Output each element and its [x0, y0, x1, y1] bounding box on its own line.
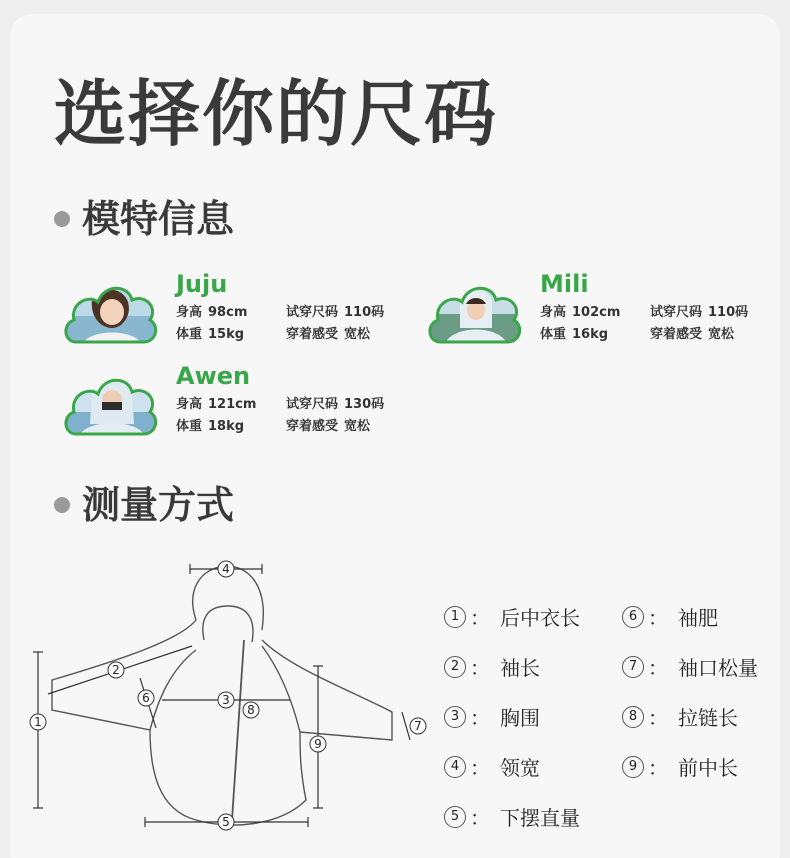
height-value: 102cm [572, 305, 621, 320]
model-card-awen [62, 362, 385, 438]
feel-label: 穿着感受 [286, 419, 339, 434]
legend-item-6: 6 ： 袖肥 [622, 602, 718, 631]
weight-label: 体重 [176, 419, 203, 434]
legend-item-3: 3 ： 胸围 [444, 702, 540, 731]
weight-label: 体重 [176, 327, 203, 342]
mark-6 [138, 690, 154, 706]
svg-text:4: 4 [222, 562, 230, 576]
svg-text:3: 3 [222, 693, 230, 707]
svg-text:9: 9 [314, 737, 322, 751]
section-title: 模特信息 [82, 197, 235, 241]
feel-label: 穿着感受 [650, 327, 703, 342]
size-value: 110码 [708, 305, 749, 320]
mark-2 [108, 662, 124, 678]
height-value: 121cm [208, 397, 257, 412]
size-label: 试穿尺码 [650, 305, 703, 320]
model-photo-mili [426, 276, 524, 346]
svg-text:1: 1 [34, 715, 42, 729]
mark-9 [310, 736, 326, 752]
weight-value: 18kg [208, 419, 245, 434]
legend-item-5: 5 ： 下摆直量 [444, 802, 580, 831]
height-label: 身高 [540, 305, 567, 320]
bullet-dot [54, 211, 70, 227]
weight-label: 体重 [540, 327, 567, 342]
height-label: 身高 [176, 397, 203, 412]
mark-7 [410, 718, 426, 734]
size-value: 130码 [344, 397, 385, 412]
section-measure [54, 483, 235, 527]
svg-text:7: 7 [414, 719, 422, 733]
svg-text:8: 8 [247, 703, 255, 717]
size-label: 试穿尺码 [286, 397, 339, 412]
mark-1 [30, 714, 46, 730]
model-card-mili [426, 270, 749, 346]
size-value: 110码 [344, 305, 385, 320]
height-value: 98cm [208, 305, 248, 320]
mark-4 [218, 561, 234, 577]
mark-5 [218, 814, 234, 830]
page-title: 选择你的尺码 [54, 72, 499, 156]
feel-value: 宽松 [708, 327, 735, 342]
svg-text:6: 6 [142, 691, 150, 705]
legend-item-9: 9 ： 前中长 [622, 752, 738, 781]
mark-3 [218, 692, 234, 708]
bullet-dot [54, 497, 70, 513]
feel-value: 宽松 [344, 419, 371, 434]
svg-text:5: 5 [222, 815, 230, 829]
size-label: 试穿尺码 [286, 305, 339, 320]
model-photo-juju [62, 276, 160, 346]
legend-item-7: 7 ： 袖口松量 [622, 652, 758, 681]
model-name: Juju [176, 270, 228, 298]
model-name: Mili [540, 270, 589, 298]
feel-value: 宽松 [344, 327, 371, 342]
legend-item-4: 4 ： 领宽 [444, 752, 540, 781]
feel-label: 穿着感受 [286, 327, 339, 342]
section-model-info [54, 197, 235, 241]
model-name: Awen [176, 362, 251, 390]
model-card-juju [62, 270, 385, 346]
legend-item-8: 8 ： 拉链长 [622, 702, 738, 731]
legend-item-1: 1 ： 后中衣长 [444, 602, 580, 631]
height-label: 身高 [176, 305, 203, 320]
weight-value: 15kg [208, 327, 245, 342]
weight-value: 16kg [572, 327, 609, 342]
mark-8 [243, 702, 259, 718]
legend-item-2: 2 ： 袖长 [444, 652, 540, 681]
jacket-diagram [0, 550, 440, 840]
svg-text:2: 2 [112, 663, 120, 677]
model-photo-awen [62, 368, 160, 438]
section-title: 测量方式 [82, 483, 235, 527]
